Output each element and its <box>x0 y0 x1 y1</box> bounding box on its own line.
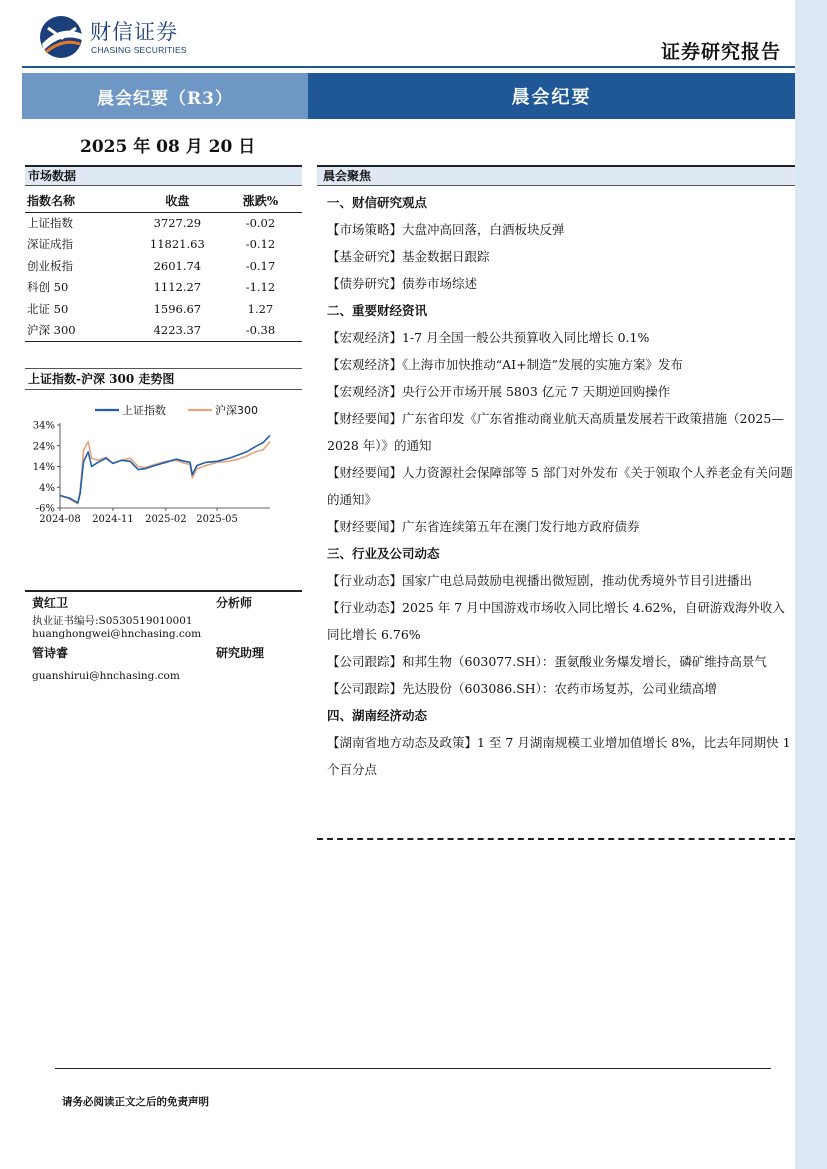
index-change: -0.02 <box>245 216 276 230</box>
y-tick-label: 24% <box>32 441 55 453</box>
index-change: 1.27 <box>247 301 274 316</box>
legend-label: 沪深300 <box>215 404 258 417</box>
market-data-panel <box>25 165 302 342</box>
analyst-certificate: 执业证书编号:S0530519010001 <box>32 615 193 627</box>
news-item[interactable]: 【行业动态】2025 年 7 月中国游戏市场收入同比增长 4.62%，自研游戏海外收入同比增长 6.76% <box>327 600 785 642</box>
index-name: 深证成指 <box>27 237 73 252</box>
footer-divider <box>55 1068 771 1069</box>
category-title: 三、行业及公司动态 <box>327 546 440 561</box>
right-edge-stripe <box>795 0 827 1169</box>
index-close: 1112.27 <box>153 280 202 295</box>
index-name: 创业板指 <box>27 258 73 273</box>
table-header-row <box>25 189 302 212</box>
news-item[interactable]: 【基金研究】基金数据日跟踪 <box>327 249 490 264</box>
chart-section-title: 上证指数-沪深 300 走势图 <box>25 368 302 390</box>
news-item[interactable]: 【公司跟踪】先达股份（603086.SH）：农药市场复苏，公司业绩高增 <box>327 681 717 696</box>
index-close: 4223.37 <box>136 320 219 342</box>
column-header-index: 指数名称 <box>25 189 136 212</box>
report-date: 2025 年 08 月 20 日 <box>80 137 256 157</box>
news-item[interactable]: 【财经要闻】广东省连续第五年在澳门发行地方政府债券 <box>327 519 640 534</box>
market-data-table <box>25 189 302 342</box>
index-close: 3727.29 <box>153 216 202 230</box>
news-item[interactable]: 【市场策略】大盘冲高回落，白酒板块反弹 <box>327 222 565 237</box>
category-title: 一、财信研究观点 <box>327 195 428 210</box>
y-tick-label: 4% <box>39 482 55 494</box>
company-logo <box>38 14 188 60</box>
news-item[interactable]: 【财经要闻】广东省印发《广东省推动商业航天高质量发展若干政策措施（2025—2028 年）》的通知 <box>327 411 784 453</box>
series-line-csi300 <box>60 442 270 504</box>
column-header-change: 涨跌% <box>219 189 302 212</box>
assistant-name: 管诗睿 <box>32 646 69 660</box>
analyst-name: 黄红卫 <box>32 596 69 610</box>
logo-chinese-name: 财信证券 <box>90 20 178 44</box>
table-row <box>25 298 302 320</box>
x-tick-label: 2024-08 <box>39 514 81 525</box>
index-change: -0.38 <box>219 320 302 342</box>
index-name: 科创 50 <box>27 280 69 295</box>
index-change: -0.12 <box>245 237 276 252</box>
news-item[interactable]: 【公司跟踪】和邦生物（603077.SH）：蛋氨酸业务爆发增长，磷矿维持高景气 <box>327 654 767 669</box>
market-data-title: 市场数据 <box>25 165 302 186</box>
y-tick-label: 14% <box>32 462 55 473</box>
news-item[interactable]: 【湖南省地方动态及政策】1 至 7 月湖南规模工业增加值增长 8%，比去年同期快 1 个百分点 <box>327 735 791 777</box>
news-item[interactable]: 【财经要闻】人力资源社会保障部等 5 部门对外发布《关于领取个人养老金有关问题的通知》 <box>327 465 793 507</box>
table-row <box>25 255 302 277</box>
news-item[interactable]: 【债券研究】债券市场综述 <box>327 276 478 291</box>
table-row <box>25 234 302 256</box>
category-title: 二、重要财经资讯 <box>327 303 428 318</box>
news-item[interactable]: 【行业动态】国家广电总局鼓励电视播出微短剧，推动优秀境外节目引进播出 <box>327 573 753 588</box>
analyst-divider <box>25 590 302 592</box>
header-divider <box>22 66 795 68</box>
banner-right-title: 晨会纪要 <box>308 73 795 119</box>
index-close: 11821.63 <box>149 237 205 252</box>
morning-focus-panel <box>317 165 795 783</box>
x-tick-label: 2025-05 <box>196 514 238 525</box>
focus-end-divider <box>317 838 795 840</box>
news-item[interactable]: 【宏观经济】《上海市加快推动“AI+制造”发展的实施方案》发布 <box>327 357 683 372</box>
analyst-email[interactable]: huanghongwei@hnchasing.com <box>32 628 202 640</box>
index-change: -0.17 <box>245 258 276 273</box>
logo-mark-icon <box>38 14 84 60</box>
x-tick-label: 2025-02 <box>145 514 187 525</box>
index-name: 北证 50 <box>27 301 69 316</box>
index-close: 1596.67 <box>153 301 202 316</box>
index-change: -1.12 <box>245 280 276 295</box>
report-type-label: 证券研究报告 <box>660 41 781 63</box>
news-item[interactable]: 【宏观经济】1-7 月全国一般公共预算收入同比增长 0.1% <box>327 330 650 345</box>
analyst-role: 分析师 <box>216 596 253 610</box>
assistant-email[interactable]: guanshirui@hnchasing.com <box>32 670 180 682</box>
table-row <box>25 320 302 342</box>
news-item[interactable]: 【宏观经济】央行公开市场开展 5803 亿元 7 天期逆回购操作 <box>327 384 671 399</box>
legend-label: 上证指数 <box>122 404 166 417</box>
column-header-close: 收盘 <box>136 189 219 212</box>
trend-chart <box>30 398 275 533</box>
x-tick-label: 2024-11 <box>92 514 134 525</box>
table-row <box>25 277 302 299</box>
y-tick-label: 34% <box>32 420 55 432</box>
series-line-sse <box>60 435 270 502</box>
table-row <box>25 212 302 234</box>
category-title: 四、湖南经济动态 <box>327 708 428 723</box>
assistant-role: 研究助理 <box>216 646 265 660</box>
disclaimer-notice[interactable]: 请务必阅读正文之后的免责声明 <box>62 1096 209 1108</box>
focus-section-title: 晨会聚焦 <box>317 165 795 186</box>
logo-english-name: CHASING SECURITIES <box>91 45 187 55</box>
banner-left-title: 晨会纪要（R3） <box>22 73 308 119</box>
index-name: 沪深 300 <box>25 320 136 342</box>
y-tick-label: -6% <box>35 503 55 515</box>
index-name: 上证指数 <box>27 216 73 230</box>
index-close: 2601.74 <box>153 258 202 273</box>
